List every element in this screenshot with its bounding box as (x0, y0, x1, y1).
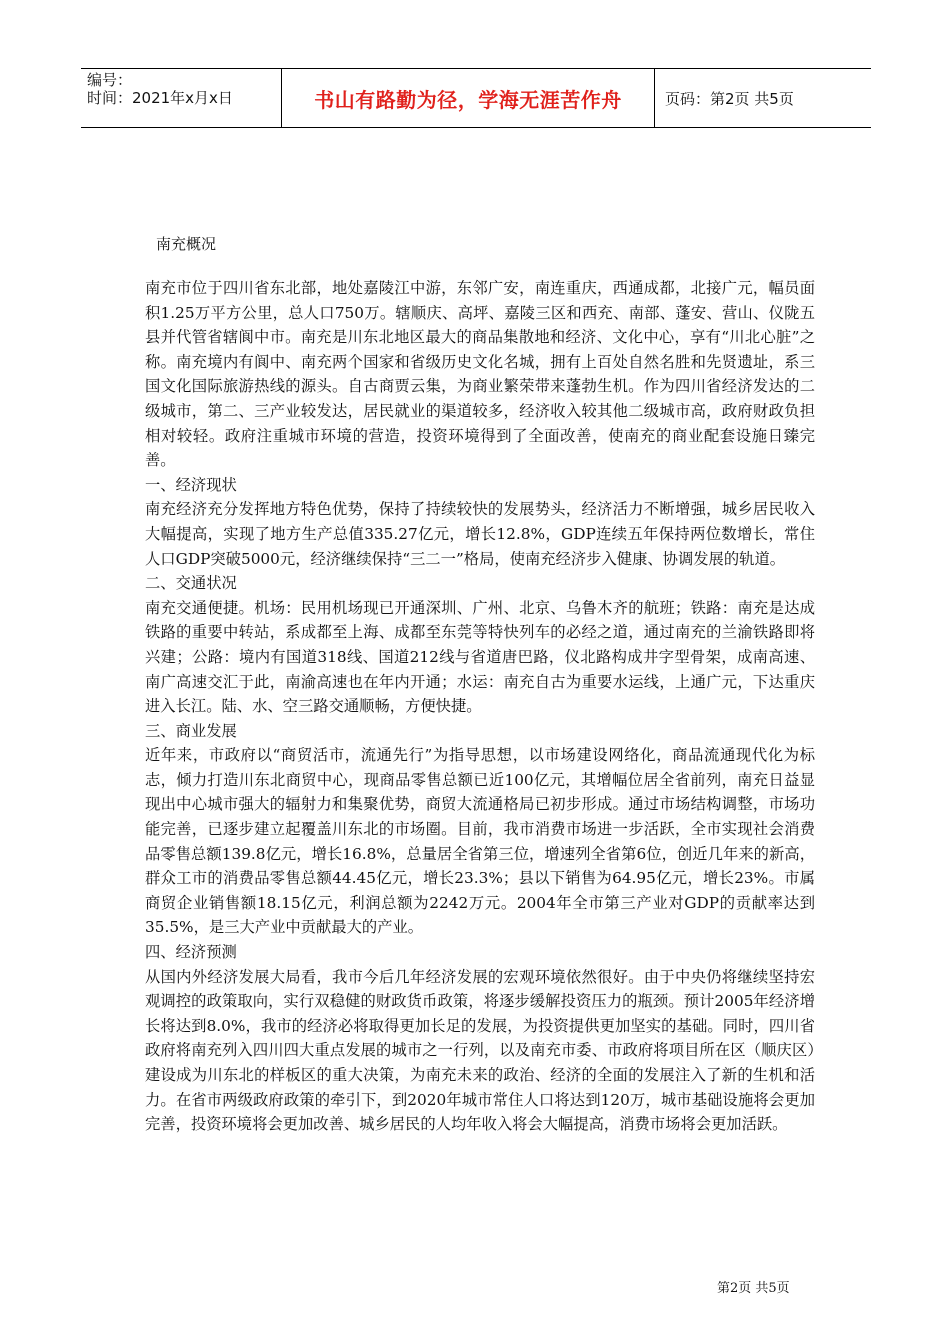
paragraph-transport: 南充交通便捷。机场：民用机场现已开通深圳、广州、北京、乌鲁木齐的航班；铁路：南充是达成铁路的重要中转站，系成都至上海、成都至东莞等特快列车的必经之道，通过南充的兰渝铁路即将兴建；公路：境内有国道318线、国道212线与省道唐巴路，仪北路构成井字型骨架，成南高速、南广高速交汇于此，南渝高速也在年内开通；水运：南充自古为重要水运线，上通广元，下达重庆进入长江。陆、水、空三路交通顺畅，方便快捷。 (145, 598, 815, 716)
paragraph-commerce: 近年来，市政府以“商贸活市，流通先行”为指导思想，以市场建设网络化，商品流通现代化为标志，倾力打造川东北商贸中心，现商品零售总额已近100亿元，其增幅位居全省前列，南充日益显现出中心城市强大的辐射力和集聚优势，商贸大流通格局已初步形成。通过市场结构调整，市场功能完善，已逐步建立起覆盖川东北的市场圈。目前，我市消费市场进一步活跃，全市实现社会消费品零售总额139.8亿元，增长16.8%，总量居全省第三位，增速列全省第6位，创近几年来的新高，群众工市的消费品零售总额44.45亿元，增长23.3%；县以下销售为64.95亿元，增长23%。市属商贸企业销售额18.15亿元，利润总额为2242万元。2004年全市第三产业对GDP的贡献率达到35.5%，是三大产业中贡献最大的产业。 (145, 746, 815, 937)
header-motto-cell (281, 69, 655, 127)
paragraph-economy: 南充经济充分发挥地方特色优势，保持了持续较快的发展势头，经济活力不断增强，城乡居民收入大幅提高，实现了地方生产总值335.27亿元，增长12.8%，GDP连续五年保持两位数增长，常住人口GDP突破5000元，经济继续保持“三二一”格局，使南充经济步入健康、协调发展的轨道。 (145, 500, 815, 568)
paragraph-forecast: 从国内外经济发展大局看，我市今后几年经济发展的宏观环境依然很好。由于中央仍将继续坚持宏观调控的政策取向，实行双稳健的财政货币政策，将逐步缓解投资压力的瓶颈。预计2005年经济增长将达到8.0%，我市的经济必将取得更加长足的发展，为投资提供更加坚实的基础。同时，四川省政府将南充列入四川四大重点发展的城市之一行列，以及南充市委、市政府将项目所在区（顺庆区）建设成为川东北的样板区的重大决策，为南充未来的政治、经济的全面的发展注入了新的生机和活力。在省市两级政府政策的牵引下，到2020年城市常住人口将达到120万，城市基础设施将会更加完善，投资环境将会更加改善、城乡居民的人均年收入将会大幅提高，消费市场将会更加活跃。 (145, 967, 815, 1134)
document-body (145, 276, 815, 1137)
motto-text: 书山有路勤为径，学海无涯苦作舟 (314, 87, 622, 112)
date-label: 时间：2021年x月x日 (87, 89, 233, 107)
header-page-number: 页码：第2页 共5页 (665, 89, 794, 108)
header-page-cell (655, 69, 871, 127)
section-heading-transport: 二、交通状况 (145, 574, 237, 593)
document-title: 南充概况 (156, 235, 217, 253)
paragraph-intro: 南充市位于四川省东北部，地处嘉陵江中游，东邻广安，南连重庆，西通成都，北接广元，幅员面积1.25万平方公里，总人口750万。辖顺庆、高坪、嘉陵三区和西充、南部、蓬安、营山、仪陇五县并代管省辖阆中市。南充是川东北地区最大的商品集散地和经济、文化中心，享有“川北心脏”之称。南充境内有阆中、南充两个国家和省级历史文化名城，拥有上百处自然名胜和先贤遗址，系三国文化国际旅游热线的源头。自古商贾云集，为商业繁荣带来蓬勃生机。作为四川省经济发达的二级城市，第二、三产业较发达，居民就业的渠道较多，经济收入较其他二级城市高，政府财政负担相对较轻。政府注重城市环境的营造，投资环境得到了全面改善，使南充的商业配套设施日臻完善。 (145, 279, 815, 470)
page-header (81, 68, 871, 128)
section-heading-forecast: 四、经济预测 (145, 943, 237, 962)
serial-number-label: 编号： (87, 71, 133, 89)
section-heading-economy: 一、经济现状 (145, 475, 237, 494)
footer-page-number: 第2页 共5页 (717, 1281, 790, 1296)
section-heading-commerce: 三、商业发展 (145, 721, 237, 740)
header-meta (81, 69, 281, 127)
